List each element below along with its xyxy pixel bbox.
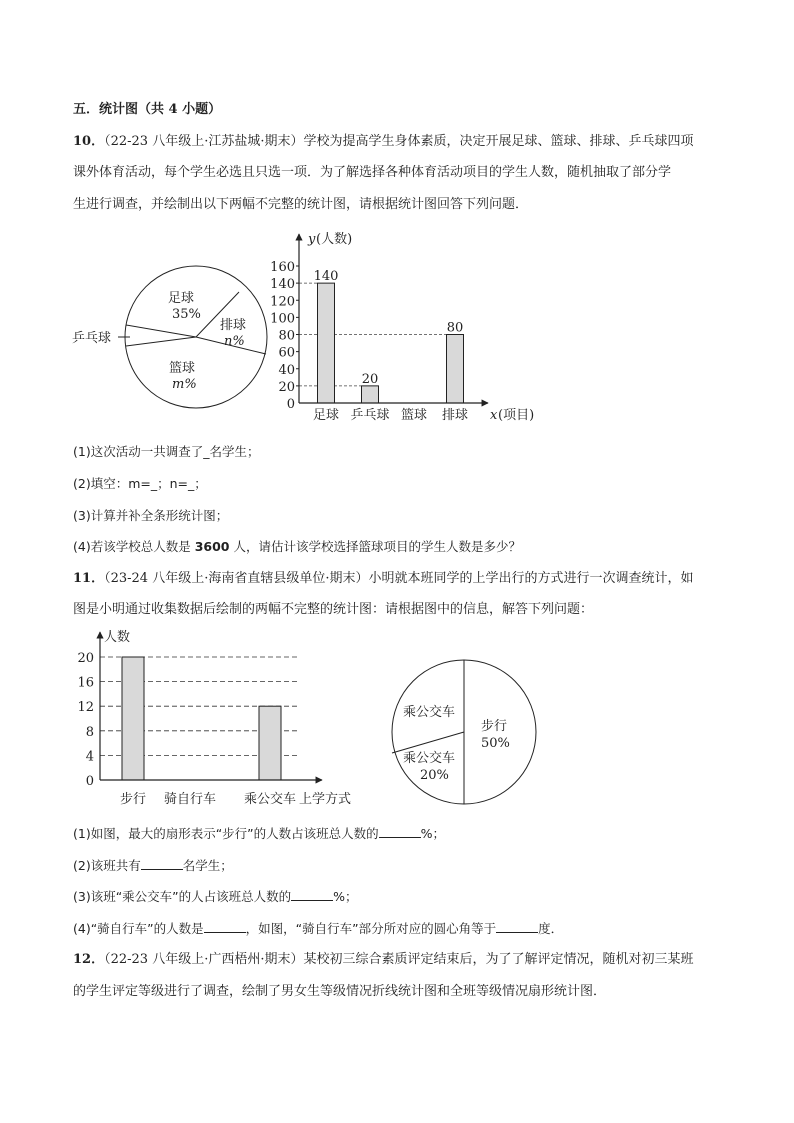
q10-y-tick-label: 160	[270, 260, 295, 275]
q10-x-axis-var: x	[490, 408, 498, 423]
q10-text1: 学校为提高学生身体素质，决定开展足球、篮球、排球、乒乓球四项	[303, 134, 694, 149]
q10-bar-1	[362, 386, 379, 403]
q11-sub1-a: (1)如图，最大的扇形表示“步行”的人数占该班总人数的	[73, 826, 379, 841]
q10-sub4	[73, 539, 521, 555]
q11-sub1	[73, 825, 445, 842]
q11-pie-chart	[386, 658, 546, 808]
q10-bar-value-label: 140	[313, 269, 339, 285]
q10-pie-chart	[68, 262, 278, 412]
q10-sub4-a: (4)若该学校总人数是	[73, 539, 195, 554]
q11-y-tick-label: 8	[85, 724, 94, 740]
q10-number: 10．	[73, 134, 105, 149]
q10-x-tick-label: 乒乓球	[350, 408, 390, 423]
q11-bar-0	[122, 657, 144, 780]
q11-pie-divider-bus	[392, 732, 464, 753]
q11-x-tick-label: 乘公交车	[243, 792, 297, 807]
q11-x-tick-label: 步行	[119, 792, 147, 807]
q10-pie-label-volleyball: 排球	[220, 318, 247, 333]
q12-source: （22-23 八年级上·广西梧州·期末）	[104, 952, 304, 967]
q10-sub1: (1)这次活动一共调查了_名学生；	[73, 444, 260, 459]
q10-y-axis-var: y	[308, 232, 316, 247]
q11-sub2-a: (2)该班共有	[73, 858, 141, 873]
q10-y-tick-label: 140	[270, 277, 295, 293]
q10-y-tick-label: 120	[270, 294, 295, 310]
q11-y-axis-label: 人数	[104, 630, 131, 645]
q10-pie-label-basketball: 篮球	[169, 361, 196, 376]
q11-sub4-b: ，如图，“骑自行车”部分所对应的圆心角等于	[245, 921, 497, 936]
q10-y-tick-label: 20	[278, 379, 295, 395]
q10-pie-label-pingpong: 乒乓球	[72, 331, 112, 346]
q11-y-tick-label: 12	[77, 700, 94, 716]
q10-y-tick-label: 100	[270, 311, 295, 327]
q10-bar-0	[318, 283, 335, 403]
q10-x-tick-label: 足球	[312, 408, 340, 423]
q11-sub3-a: (3)该班“乘公交车”的人占该班总人数的	[73, 889, 292, 904]
q10-pie-divider-pingpong-top	[126, 325, 196, 337]
q11-sub4-blank2[interactable]	[496, 920, 538, 933]
q11-source: （23-24 八年级上·海南省直辖县级单位·期末）	[104, 571, 369, 586]
q10-source: （22-23 八年级上·江苏盐城·期末）	[104, 134, 304, 149]
q11-y-tick-label: 20	[77, 651, 94, 666]
q12-number: 12．	[73, 952, 105, 967]
q11-line1	[73, 571, 693, 587]
q10-y-tick-label: 40	[278, 362, 295, 378]
q11-pie-label-walk: 步行	[481, 719, 508, 734]
q10-x-tick-label: 排球	[441, 408, 469, 423]
q10-bar-value-label: 20	[361, 371, 379, 387]
q11-sub1-blank[interactable]	[379, 825, 421, 838]
q10-y-axis-label: (人数)	[316, 232, 353, 247]
q11-text1: 小明就本班同学的上学出行的方式进行一次调查统计，如	[368, 571, 694, 586]
q11-sub4-c: 度．	[538, 921, 564, 936]
q10-line2: 课外体育活动，每个学生必选且只选一项．为了解选择各种体育活动项目的学生人数，随机抽取了部分学	[73, 165, 672, 180]
q10-sub3: (3)计算并补全条形统计图；	[73, 508, 229, 523]
q10-sub4-b: 人，请估计该学校选择篮球项目的学生人数是多少？	[229, 539, 521, 554]
q11-y-tick-label: 4	[85, 749, 94, 765]
q10-bar-3	[447, 335, 464, 404]
q11-bar-2	[259, 706, 281, 780]
q10-pie-label-football: 足球	[168, 291, 195, 306]
q10-sub4-number: 3600	[194, 539, 230, 554]
q11-line2: 图是小明通过收集数据后绘制的两幅不完整的统计图：请根据图中的信息，解答下列问题：	[73, 602, 594, 617]
q11-sub2-blank[interactable]	[141, 857, 183, 870]
q10-line3: 生进行调查，并绘制出以下两幅不完整的统计图，请根据统计图回答下列问题．	[73, 197, 529, 212]
q11-sub3-blank[interactable]	[291, 888, 333, 901]
q11-sub3-b: %；	[333, 889, 358, 904]
q11-sub4	[73, 920, 563, 937]
q11-sub1-b: %；	[420, 826, 446, 841]
q11-y-tick-label: 0	[85, 774, 94, 789]
q11-sub2	[73, 857, 233, 874]
q10-y-tick-label: 0	[286, 397, 295, 412]
q10-y-tick-label: 60	[278, 345, 295, 361]
q11-y-tick-label: 16	[77, 675, 94, 691]
q10-pie-divider-pingpong-bottom	[126, 337, 196, 346]
q10-x-axis-label: (项目)	[498, 408, 535, 423]
q10-sub2: (2)填空：m=_；n=_；	[73, 476, 207, 491]
q11-pie-value-bus: 20%	[420, 768, 449, 783]
q10-pie-value-football: 35%	[172, 307, 201, 322]
q12-line2: 的学生评定等级进行了调查，绘制了男女生等级情况折线统计图和全班等级情况扇形统计图．	[73, 984, 607, 999]
q10-bar-value-label: 80	[446, 320, 464, 336]
q11-sub2-b: 名学生；	[182, 858, 233, 873]
q11-pie-value-walk: 50%	[481, 736, 510, 751]
q11-sub4-blank1[interactable]	[204, 920, 246, 933]
section-title: 五．统计图（共 4 小题）	[73, 102, 222, 117]
q11-sub3	[73, 888, 358, 905]
q10-pie-value-volleyball: n%	[224, 334, 245, 349]
q10-y-tick-label: 80	[278, 328, 295, 344]
q11-x-axis-label: 上学方式	[299, 792, 352, 807]
q11-bar-chart	[78, 624, 368, 814]
q12-line1	[73, 952, 693, 968]
q10-bar-chart	[270, 226, 548, 426]
q11-number: 11．	[73, 571, 105, 586]
q11-pie-label-bus-top: 乘公交车	[403, 705, 456, 720]
q12-text1: 某校初三综合素质评定结束后，为了了解评定情况，随机对初三某班	[303, 952, 694, 967]
q10-pie-value-basketball: m%	[172, 377, 197, 392]
q10-line1	[73, 134, 693, 150]
q11-sub4-a: (4)“骑自行车”的人数是	[73, 921, 204, 936]
q11-pie-label-bus: 乘公交车	[403, 751, 456, 766]
q10-x-tick-label: 篮球	[400, 408, 428, 423]
q11-x-tick-label: 骑自行车	[163, 792, 217, 807]
